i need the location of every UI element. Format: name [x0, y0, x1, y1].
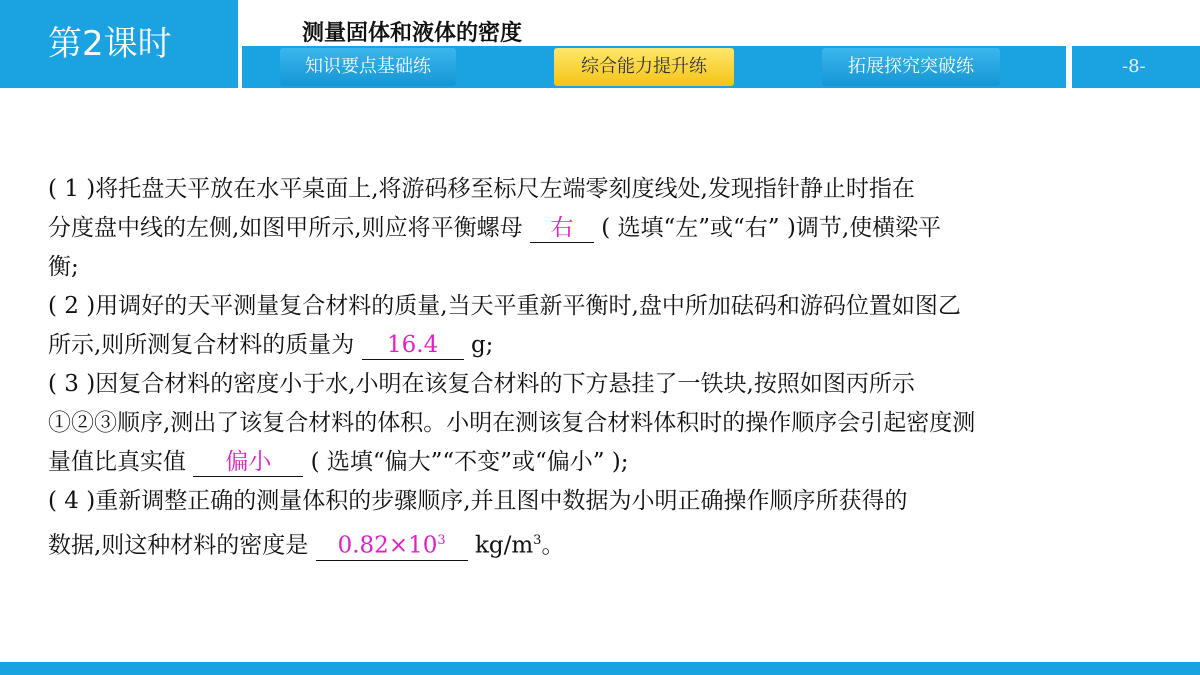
- bottom-bar: [0, 662, 1200, 675]
- q3-line3: [48, 443, 1158, 482]
- header-bar: [0, 0, 1200, 88]
- q1-line3: 衡;: [48, 254, 79, 280]
- nav-bar: [242, 46, 1066, 88]
- tab-basic-practice[interactable]: 知识要点基础练: [280, 48, 456, 86]
- topic-title: 测量固体和液体的密度: [302, 21, 523, 46]
- q1-text-post: ( 选填“左”或“右” )调节,使横梁平: [601, 215, 942, 241]
- q3-text-post: ( 选填“偏大”“不变”或“偏小” );: [310, 449, 629, 475]
- q1-line2: [48, 209, 1158, 248]
- tab-comprehensive-practice[interactable]: 综合能力提升练: [554, 48, 734, 86]
- q4-answer-base: 0.82×10: [337, 532, 438, 559]
- q2-line2: [48, 326, 1158, 365]
- q2-text-pre: 所示,则所测复合材料的质量为: [48, 332, 355, 358]
- q1-line1: ( 1 )将托盘天平放在水平桌面上,将游码移至标尺左端零刻度线处,发现指针静止时指在: [48, 176, 915, 202]
- q4-line1: ( 4 )重新调整正确的测量体积的步骤顺序,并且图中数据为小明正确操作顺序所获得的: [48, 488, 908, 514]
- question-content: [48, 170, 1158, 560]
- q1-answer-blank: 右: [530, 214, 594, 243]
- tab-extension-practice[interactable]: 拓展探究突破练: [822, 48, 1000, 86]
- q2-answer-blank: 16.4: [362, 331, 464, 360]
- lesson-label: 第2课时: [0, 0, 238, 88]
- q4-line2: [48, 521, 1158, 560]
- q4-end-mark: 。: [541, 532, 565, 559]
- q4-text-pre: 数据,则这种材料的密度是: [48, 532, 309, 559]
- q3-line2: ①②③顺序,测出了该复合材料的体积。小明在测该复合材料体积时的操作顺序会引起密度测: [48, 410, 976, 436]
- q3-line1: ( 3 )因复合材料的密度小于水,小明在该复合材料的下方悬挂了一铁块,按照如图丙所示: [48, 371, 915, 397]
- q1-text-pre: 分度盘中线的左侧,如图甲所示,则应将平衡螺母: [48, 215, 523, 241]
- q4-answer-blank: [316, 527, 468, 561]
- q4-answer-exp: 3: [437, 533, 446, 548]
- page-number: -8-: [1072, 46, 1200, 88]
- q2-line1: ( 2 )用调好的天平测量复合材料的质量,当天平重新平衡时,盘中所加砝码和游码位置如图乙: [48, 293, 961, 319]
- q3-answer-blank: 偏小: [193, 448, 303, 477]
- q4-unit-exp: 3: [533, 533, 542, 548]
- q2-text-post: g;: [470, 332, 494, 358]
- q4-unit-base: kg/m: [474, 532, 534, 559]
- q3-text-pre: 量值比真实值: [48, 449, 186, 475]
